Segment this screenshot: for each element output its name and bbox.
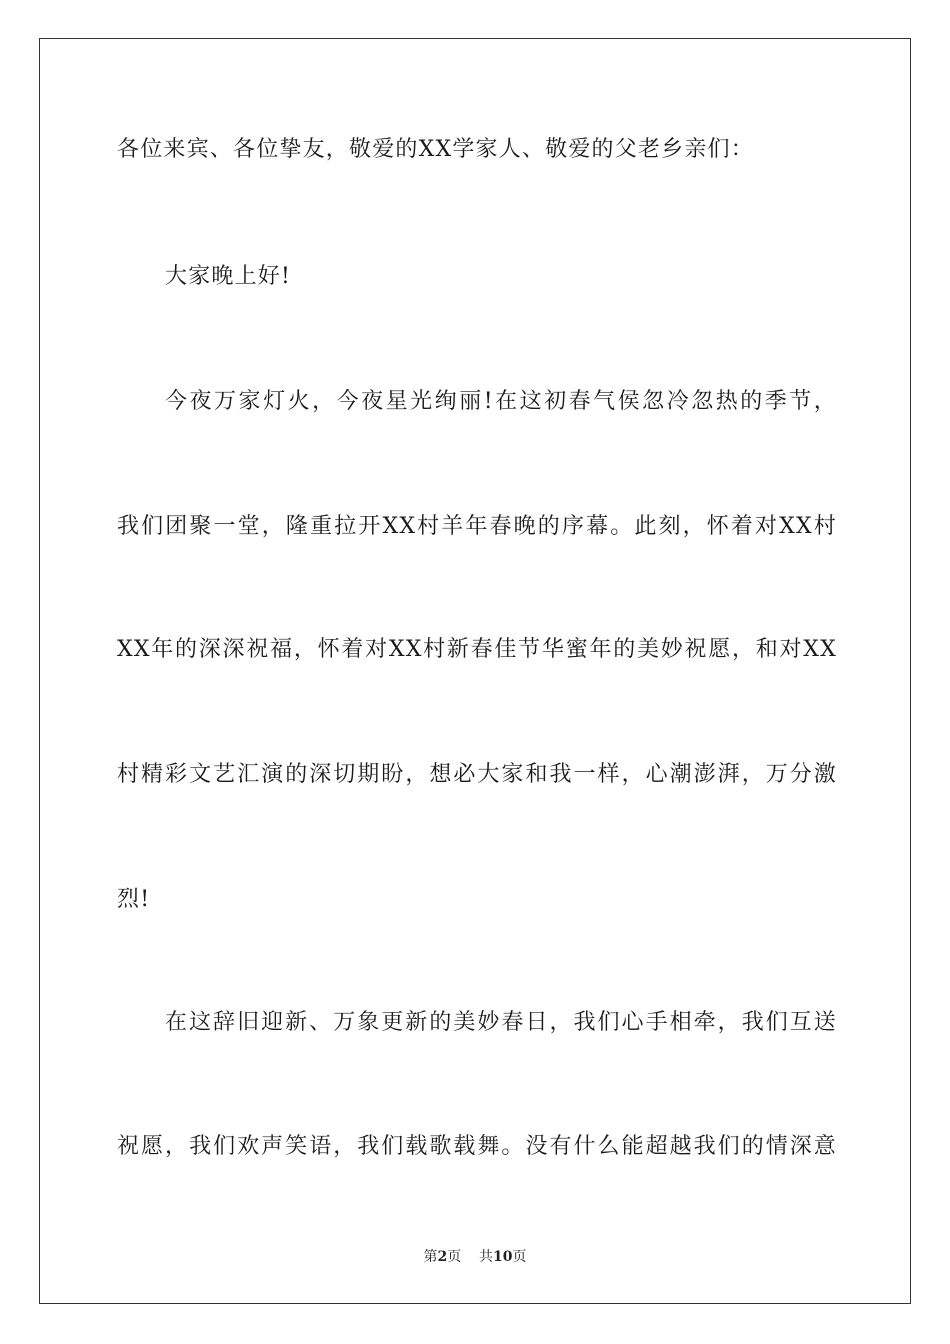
page-footer: [0, 1247, 950, 1267]
footer-total-prefix: 共: [479, 1249, 494, 1265]
paragraph-1-line-4: 村精彩文艺汇演的深切期盼，想必大家和我一样，心潮澎湃，万分激: [117, 762, 837, 787]
footer-page-prefix: 第: [423, 1249, 438, 1265]
paragraph-2-line-1: 在这辞旧迎新、万象更新的美妙春日，我们心手相牵，我们互送: [165, 1010, 837, 1035]
footer-page-suffix: 页: [447, 1249, 462, 1265]
footer-total-suffix: 页: [512, 1249, 527, 1265]
footer-total-pages: 10: [493, 1249, 513, 1265]
paragraph-1-line-5: 烈!: [117, 887, 151, 912]
paragraph-2-line-2: 祝愿，我们欢声笑语，我们载歌载舞。没有什么能超越我们的情深意: [117, 1134, 837, 1159]
page-border: [39, 38, 911, 1304]
paragraph-1-line-1: 今夜万家灯火，今夜星光绚丽!在这初春气侯忽冷忽热的季节，: [165, 389, 837, 414]
paragraph-1-line-3: XX年的深深祝福，怀着对XX村新春佳节华蜜年的美妙祝愿，和对XX: [117, 637, 837, 662]
greeting-line: 大家晚上好!: [165, 264, 292, 289]
paragraph-1-line-2: 我们团聚一堂，隆重拉开XX村羊年春晚的序幕。此刻，怀着对XX村: [117, 514, 837, 539]
footer-page-number: 2: [437, 1249, 448, 1265]
salutation-line: 各位来宾、各位挚友，敬爱的XX学家人、敬爱的父老乡亲们：: [117, 137, 754, 162]
